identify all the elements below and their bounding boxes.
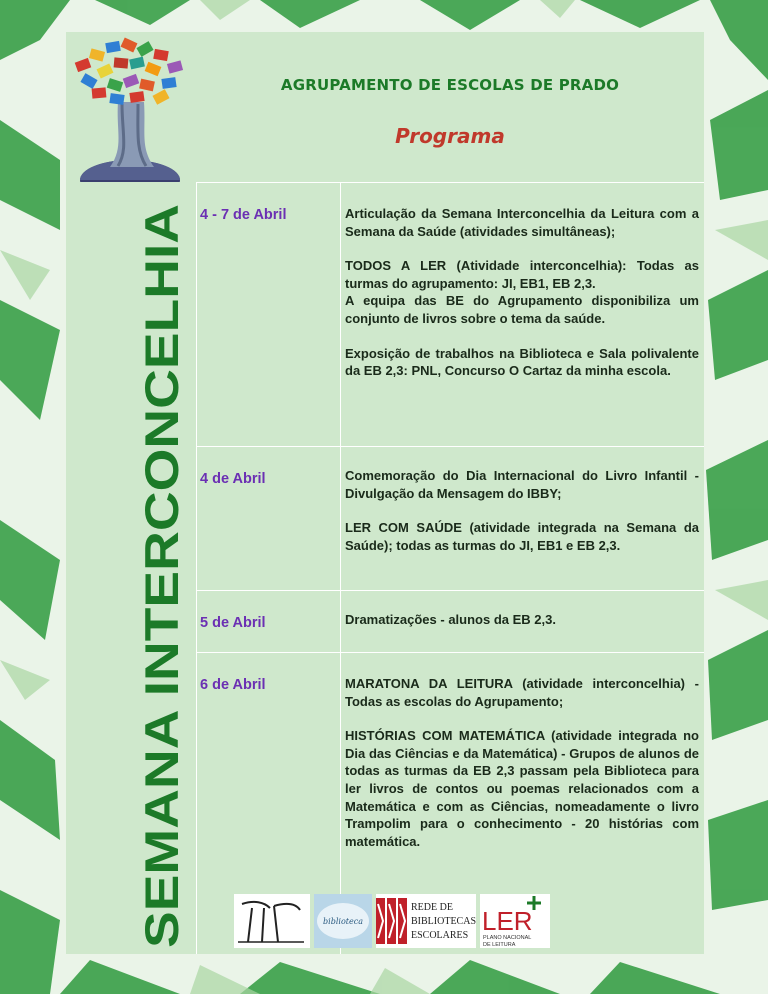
partner-logos: [234, 894, 550, 950]
row-date: 6 de Abril: [200, 677, 266, 693]
row-paragraph: Articulação da Semana Interconcelhia da Leitura com a Semana da Saúde (atividades simultâneas);: [345, 206, 699, 239]
svg-text:biblioteca: biblioteca: [323, 917, 363, 926]
table-row: [196, 182, 704, 447]
plano-nacional-leitura-logo: [480, 894, 550, 948]
side-title-line1: SEMANA INTERCONCELHIA: [135, 312, 188, 948]
row-description: [345, 611, 699, 646]
header: [196, 32, 704, 182]
row-paragraph: Comemoração do Dia Internacional do Livro Infantil - Divulgação da Mensagem do IBBY;: [345, 468, 699, 501]
row-paragraph: A equipa das BE do Agrupamento disponibiliza um conjunto de livros sobre o tema da saúde.: [345, 293, 699, 326]
biblioteca-logo: [314, 894, 372, 948]
municipality-logo: [234, 894, 310, 948]
table-row: [196, 590, 704, 653]
row-paragraph: HISTÓRIAS COM MATEMÁTICA (atividade integrada no Dia das Ciências e da Matemática) - Grupos de alunos de todas as turmas da EB 2,3 passam pela Biblioteca para ler livros de contos ou poemas relacionados com a Matemática e com as Ciências, nomeadamente o livro Trampolim para o conhecimento - 20 histórias com matemática.: [345, 728, 699, 849]
row-description: [345, 675, 699, 867]
row-paragraph: MARATONA DA LEITURA (atividade interconcelhia) - Todas as escolas do Agrupamento;: [345, 676, 699, 709]
program-title: Programa: [395, 124, 505, 148]
ler-sub2: DE LEITURA: [483, 942, 516, 948]
table-row: [196, 446, 704, 591]
ler-sub1: PLANO NACIONAL: [483, 935, 532, 941]
school-name: AGRUPAMENTO DE ESCOLAS DE PRADO: [280, 76, 620, 94]
row-paragraph: Exposição de trabalhos na Biblioteca e Sala polivalente da EB 2,3: PNL, Concurso O Cartaz da minha escola.: [345, 345, 699, 379]
book-tree-logo: [66, 32, 196, 182]
row-date: 4 - 7 de Abril: [200, 207, 287, 223]
side-title-line2: DA LEITURA 2011: [193, 400, 196, 792]
row-paragraph: LER COM SAÚDE (atividade integrada na Semana da Saúde); todas as turmas do JI, EB1 e EB 2,3.: [345, 520, 699, 553]
side-title: [66, 182, 196, 954]
row-description: [345, 205, 699, 397]
rbe-line2: BIBLIOTECAS: [411, 916, 476, 927]
ler-word: LER: [482, 906, 533, 936]
row-description: [345, 467, 699, 571]
row-paragraph: Dramatizações - alunos da EB 2,3.: [345, 612, 556, 627]
row-paragraph: TODOS A LER (Atividade interconcelhia): Todas as turmas do agrupamento: JI, EB1, EB 2,3.: [345, 258, 699, 291]
row-date: 4 de Abril: [200, 471, 266, 487]
row-date: 5 de Abril: [200, 615, 266, 631]
rbe-line1: REDE DE: [411, 902, 453, 913]
rbe-line3: ESCOLARES: [411, 930, 469, 941]
schedule-table: [196, 182, 704, 954]
rede-bibliotecas-logo: [376, 894, 476, 948]
